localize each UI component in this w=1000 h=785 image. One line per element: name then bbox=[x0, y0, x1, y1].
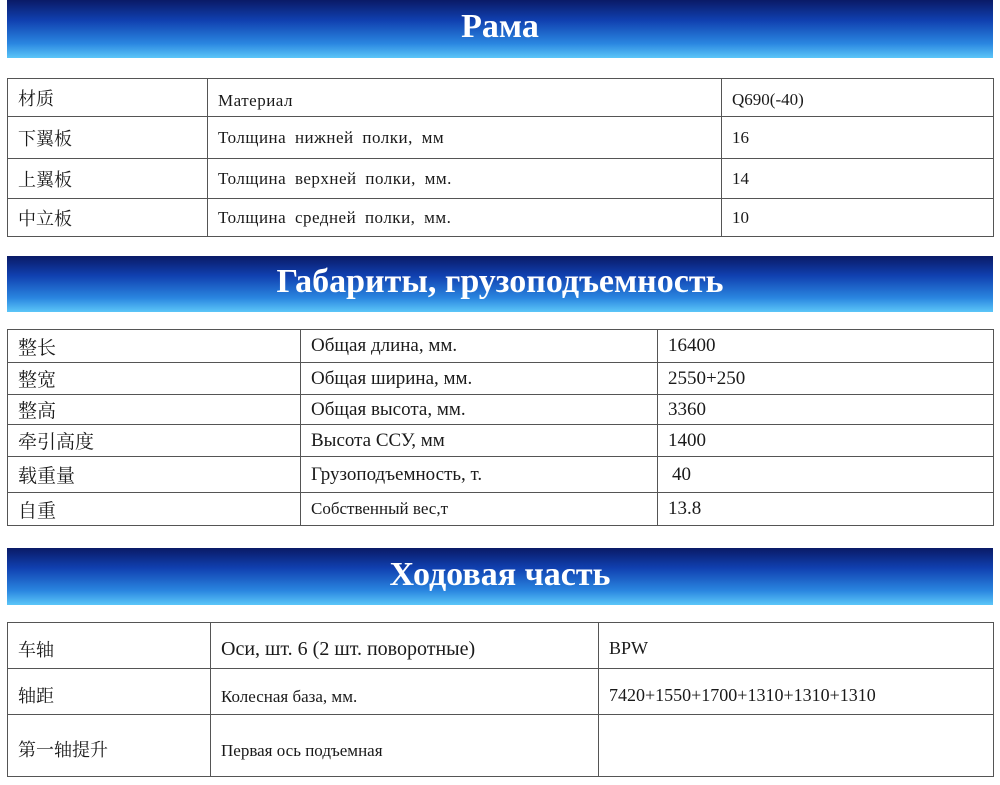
row-value: 2550+250 bbox=[658, 363, 994, 395]
row-value: 3360 bbox=[658, 395, 994, 425]
row-value: 1400 bbox=[658, 425, 994, 457]
table-row bbox=[8, 425, 994, 457]
running-gear-spec-table bbox=[7, 622, 994, 777]
row-value: 14 bbox=[722, 159, 994, 199]
row-label-ru: Материал bbox=[208, 79, 722, 117]
table-row bbox=[8, 79, 994, 117]
row-label-cn: 整长 bbox=[8, 330, 301, 363]
row-value: 16400 bbox=[658, 330, 994, 363]
row-label-cn: 牵引高度 bbox=[8, 425, 301, 457]
dimensions-section-title: Габариты, грузоподъемность bbox=[7, 256, 993, 312]
row-value: 7420+1550+1700+1310+1310+1310 bbox=[599, 669, 994, 715]
table-row bbox=[8, 457, 994, 493]
row-label-ru: Общая длина, мм. bbox=[301, 330, 658, 363]
row-label-cn: 整高 bbox=[8, 395, 301, 425]
row-label-ru: Общая ширина, мм. bbox=[301, 363, 658, 395]
row-label-ru: Общая высота, мм. bbox=[301, 395, 658, 425]
row-label-cn: 载重量 bbox=[8, 457, 301, 493]
table-row bbox=[8, 363, 994, 395]
row-label-cn: 下翼板 bbox=[8, 117, 208, 159]
row-label-ru: Толщина верхней полки, мм. bbox=[208, 159, 722, 199]
frame-section-title: Рама bbox=[7, 0, 993, 58]
row-label-cn: 轴距 bbox=[8, 669, 211, 715]
row-label-cn: 材质 bbox=[8, 79, 208, 117]
row-value: 40 bbox=[658, 457, 994, 493]
row-label-cn: 整宽 bbox=[8, 363, 301, 395]
table-row bbox=[8, 623, 994, 669]
row-label-ru: Высота ССУ, мм bbox=[301, 425, 658, 457]
row-value bbox=[599, 715, 994, 777]
table-row bbox=[8, 493, 994, 526]
row-label-cn: 中立板 bbox=[8, 199, 208, 237]
table-row bbox=[8, 117, 994, 159]
dimensions-spec-table bbox=[7, 329, 994, 526]
table-row bbox=[8, 159, 994, 199]
frame-spec-table bbox=[7, 78, 994, 237]
row-value: 16 bbox=[722, 117, 994, 159]
row-label-ru: Грузоподъемность, т. bbox=[301, 457, 658, 493]
row-value: BPW bbox=[599, 623, 994, 669]
row-label-cn: 上翼板 bbox=[8, 159, 208, 199]
row-label-ru: Оси, шт. 6 (2 шт. поворотные) bbox=[211, 623, 599, 669]
row-label-cn: 第一轴提升 bbox=[8, 715, 211, 777]
row-label-ru: Собственный вес,т bbox=[301, 493, 658, 526]
table-row bbox=[8, 330, 994, 363]
row-label-ru: Колесная база, мм. bbox=[211, 669, 599, 715]
row-value: Q690(-40) bbox=[722, 79, 994, 117]
row-label-ru: Толщина нижней полки, мм bbox=[208, 117, 722, 159]
table-row bbox=[8, 715, 994, 777]
row-label-cn: 自重 bbox=[8, 493, 301, 526]
row-label-ru: Первая ось подъемная bbox=[211, 715, 599, 777]
row-label-ru: Толщина средней полки, мм. bbox=[208, 199, 722, 237]
row-label-cn: 车轴 bbox=[8, 623, 211, 669]
table-row bbox=[8, 669, 994, 715]
table-row bbox=[8, 395, 994, 425]
running-gear-section-title: Ходовая часть bbox=[7, 548, 993, 605]
table-row bbox=[8, 199, 994, 237]
row-value: 10 bbox=[722, 199, 994, 237]
row-value: 13.8 bbox=[658, 493, 994, 526]
